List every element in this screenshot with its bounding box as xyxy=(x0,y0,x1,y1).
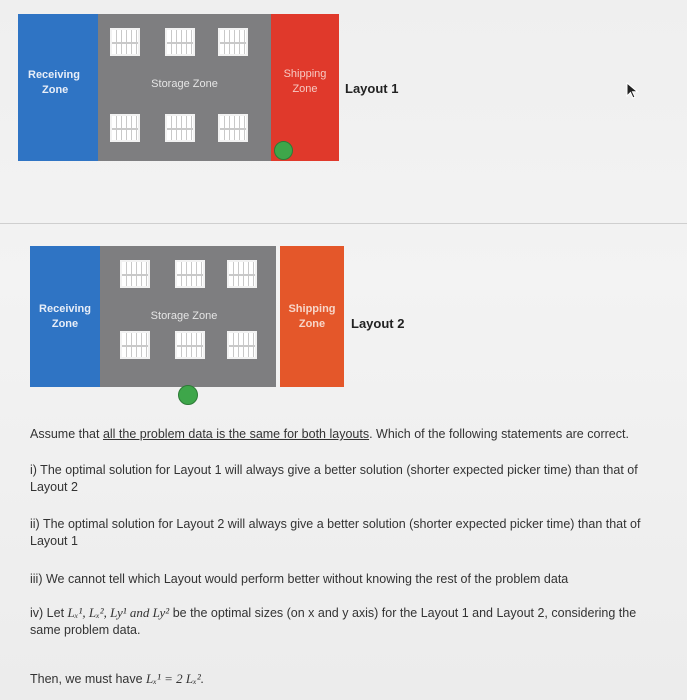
statement-ii: ii) The optimal solution for Layout 2 will always give a better solution (shorter expected picker time) than that of Layout 1 xyxy=(30,517,641,548)
layout1-receiving-zone: Receiving Zone xyxy=(18,14,98,161)
layout1-storage-label: Storage Zone xyxy=(151,78,218,90)
layout1-shipping-zone: Shipping Zone xyxy=(271,14,339,161)
statement-iii: iii) We cannot tell which Layout would perform better without knowing the rest of the problem data xyxy=(30,572,569,586)
section-divider xyxy=(0,223,687,224)
layout2-rack xyxy=(120,260,150,288)
layout2-rack xyxy=(175,331,205,359)
layout2-shipping-zone: Shipping Zone xyxy=(280,246,344,387)
cursor-arrow-icon xyxy=(626,82,640,100)
layout1-rack xyxy=(218,114,248,142)
statement-i: i) The optimal solution for Layout 1 will always give a better solution (shorter expected picker time) than that of Layout 2 xyxy=(30,463,638,494)
statement-iv-equation: Lₓ¹ = 2 Lₓ². xyxy=(146,671,204,686)
picker-location-icon xyxy=(178,385,198,405)
layout1-rack xyxy=(165,28,195,56)
layout1-rack xyxy=(110,28,140,56)
picker-location-icon xyxy=(274,141,293,160)
layout2-rack xyxy=(175,260,205,288)
layout1-rack xyxy=(218,28,248,56)
layout1-rack xyxy=(165,114,195,142)
question-intro: Assume that all the problem data is the same for both layouts. Which of the following statements are correct. xyxy=(30,427,629,441)
underlined-phrase: all the problem data is the same for both layouts xyxy=(102,427,370,441)
layout2-receiving-zone: Receiving Zone xyxy=(30,246,100,387)
statement-iv: iv) Let Lₓ¹, Lₓ², Ly¹ and Ly² be the optimal sizes (on x and y axis) for the Layout 1 and Layout 2, considering the same problem data. xyxy=(30,605,637,637)
layout2-rack xyxy=(120,331,150,359)
layout2-rack xyxy=(227,331,257,359)
layout2-storage-label: Storage Zone xyxy=(150,310,218,322)
layout2-label: Layout 2 xyxy=(351,316,405,331)
statement-iv-variables: Lₓ¹, Lₓ², Ly¹ and Ly² xyxy=(67,605,170,620)
layout1-label: Layout 1 xyxy=(345,81,399,96)
layout2-rack xyxy=(227,260,257,288)
layout1-rack xyxy=(110,114,140,142)
statement-iv-conclusion: Then, we must have Lₓ¹ = 2 Lₓ². xyxy=(30,671,204,686)
